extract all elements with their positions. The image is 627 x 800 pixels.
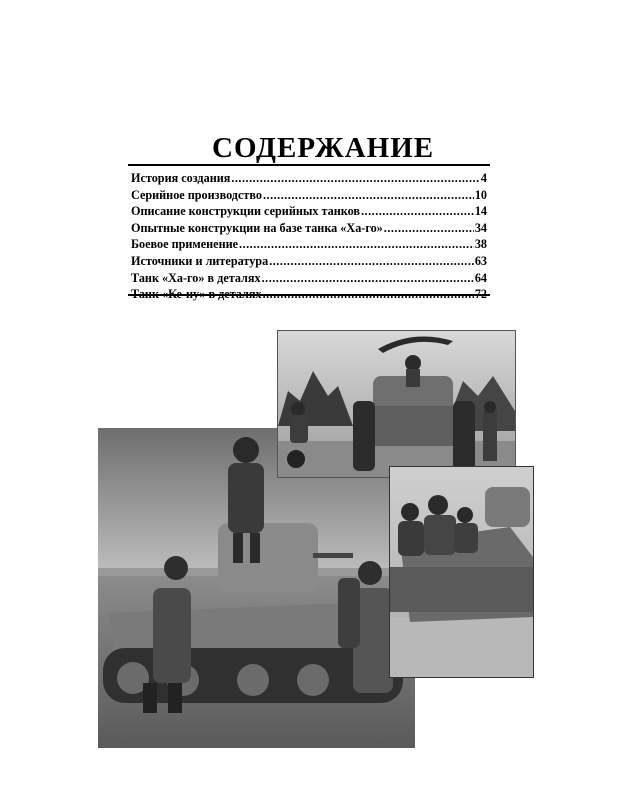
toc-entry[interactable] [128, 220, 490, 237]
toc-leader-dots [231, 170, 480, 187]
toc-entry-page: 10 [474, 187, 487, 202]
toc-entry[interactable] [128, 236, 490, 253]
toc-entry-page: 14 [474, 204, 487, 219]
toc-leader-dots [269, 253, 474, 270]
photo-tank-crew [389, 466, 534, 678]
toc-entry[interactable] [128, 286, 490, 303]
toc-entry[interactable] [128, 253, 490, 270]
toc-entry[interactable] [128, 170, 490, 187]
toc-entry-label: Танк «Ха-го» в деталях [131, 270, 261, 285]
toc-leader-dots [263, 286, 474, 303]
toc-entry-label: История создания [131, 171, 231, 185]
toc-entry-page: 64 [474, 270, 487, 285]
toc-entry-label: Источники и литература [131, 253, 269, 268]
toc-entry[interactable] [128, 270, 490, 287]
toc-entry-page: 34 [474, 220, 487, 235]
toc-entry-page: 72 [474, 287, 487, 302]
toc-entry-label: Описание конструкции серийных танков [131, 204, 360, 219]
toc-entry-page: 38 [474, 237, 487, 252]
toc-entry-page: 4 [480, 171, 487, 185]
toc-entry-label: Серийное производство [131, 187, 262, 202]
toc-leader-dots [239, 236, 474, 253]
photo-tank-with-antenna [277, 330, 516, 478]
photo-tank-crew-image [390, 467, 533, 677]
toc-entry-label: Боевое применение [131, 237, 239, 252]
toc-leader-dots [361, 203, 474, 220]
toc-leader-dots [262, 270, 474, 287]
toc-entry-label: Танк «Ке-ну» в деталях [131, 287, 262, 302]
toc-leader-dots [384, 220, 474, 237]
table-of-contents [128, 164, 490, 302]
toc-entry-label: Опытные конструкции на базе танка «Ха-го» [131, 220, 383, 235]
page-title: СОДЕРЖАНИЕ [212, 132, 435, 164]
toc-leader-dots [263, 187, 474, 204]
photo-tank-with-antenna-image [278, 331, 515, 477]
toc-entry-page: 63 [474, 253, 487, 268]
toc-entry[interactable] [128, 187, 490, 204]
toc-entry[interactable] [128, 203, 490, 220]
